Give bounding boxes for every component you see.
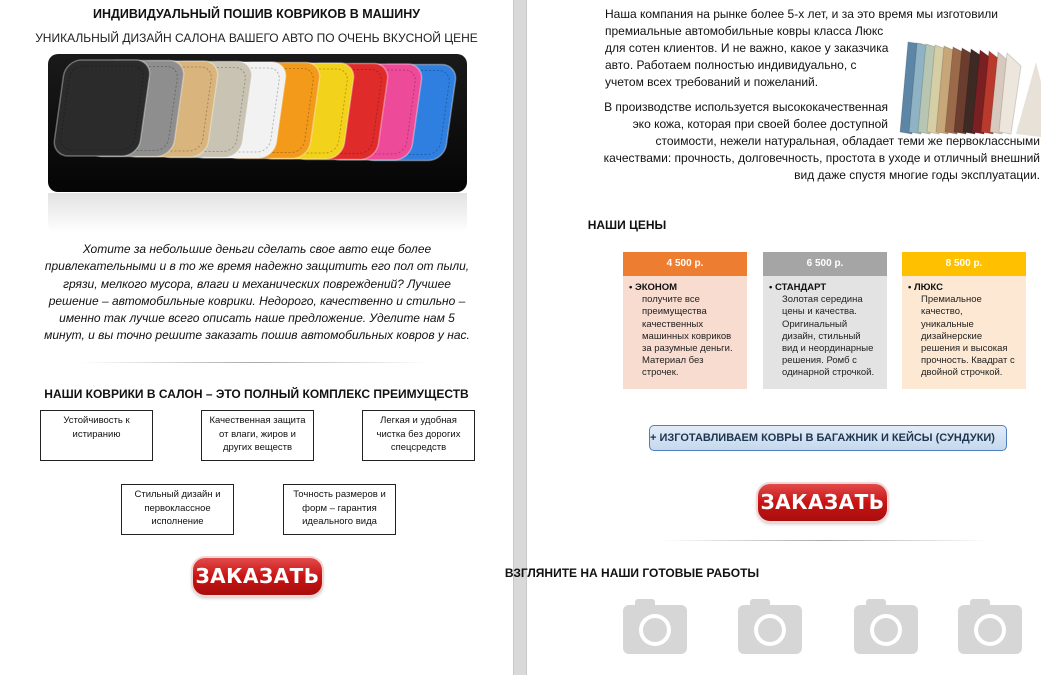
tariff-description: получите все преимущества качественных машинных ковриков за разумные деньги. Материал без строчек.: [642, 294, 733, 379]
material-line: стоимости, нежели натуральная, обладает теми же первоклассными: [655, 134, 1040, 148]
tariff-description: Премиальное качество, уникальные дизайнерские решения и высокая прочность. Квадрат с двойной строчкой.: [921, 294, 1015, 379]
intro-line: решение – автомобильные коврики. Недорого, качественно и стильно –: [48, 293, 466, 308]
intro-line: минут, и вы точно решите заказать пошив автомобильных ковров у нас.: [44, 328, 470, 343]
price-card-econom: [623, 252, 747, 389]
advantage-box: [40, 410, 153, 461]
intro-line: именно так лучше всего описать наше предложение. Уделите нам 5: [59, 311, 455, 326]
advantage-line: первоклассное: [144, 502, 211, 514]
advantage-box: [362, 410, 475, 461]
camera-icon[interactable]: [956, 596, 1024, 656]
material-line: эко кожа, которая при своей более доступной: [632, 117, 888, 131]
advantages-heading: НАШИ КОВРИКИ В САЛОН – ЭТО ПОЛНЫЙ КОМПЛЕКС ПРЕИМУЩЕСТВ: [44, 387, 469, 401]
advantage-line: от влаги, жиров и: [219, 428, 296, 440]
about-line: учетом всех требований и пожеланий.: [605, 75, 819, 89]
advantage-line: идеального вида: [302, 516, 377, 527]
tariff-name: • ЭКОНОМ: [629, 282, 678, 293]
divider: [660, 540, 990, 541]
material-line: В производстве используется высококачественная: [604, 100, 888, 114]
camera-icon[interactable]: [736, 596, 804, 656]
page-subtitle: УНИКАЛЬНЫЙ ДИЗАЙН САЛОНА ВАШЕГО АВТО ПО ОЧЕНЬ ВКУСНОЙ ЦЕНЕ: [35, 31, 478, 45]
price-body: [763, 276, 887, 389]
advantage-line: исполнение: [151, 516, 204, 527]
about-line: для сотен клиентов. И не важно, какое у заказчика: [605, 41, 889, 55]
prices-heading: НАШИ ЦЕНЫ: [587, 218, 667, 232]
advantage-line: Устойчивость к: [63, 415, 130, 426]
price-card-standard: [763, 252, 887, 389]
trunk-mats-banner[interactable]: + ИЗГОТАВЛИВАЕМ КОВРЫ В БАГАЖНИК И КЕЙСЫ (СУНДУКИ): [649, 425, 1007, 451]
advantage-line: чистка без дорогих: [376, 428, 461, 440]
material-line: качествами: прочность, долговечность, простота в уходе и отличный внешний: [603, 151, 1040, 165]
order-button[interactable]: ЗАКАЗАТЬ: [193, 558, 322, 595]
eco-leather-swatches-image: [896, 22, 1041, 137]
material-line: вид даже спустя многие годы эксплуатации.: [794, 168, 1040, 182]
order-button-right[interactable]: ЗАКАЗАТЬ: [758, 484, 887, 521]
camera-icon[interactable]: [852, 596, 920, 656]
price-card-lux: [902, 252, 1026, 389]
intro-paragraph: [40, 241, 474, 345]
advantage-box: [201, 410, 314, 461]
advantage-box: [121, 484, 234, 535]
price-value: 6 500 р.: [763, 252, 887, 276]
advantage-line: форм – гарантия: [302, 502, 377, 514]
car-mat: [52, 60, 151, 156]
price-body: [623, 276, 747, 389]
intro-line: Хотите за небольшие деньги сделать свое авто еще более: [82, 242, 432, 256]
price-value: 8 500 р.: [902, 252, 1026, 276]
advantage-line: Легкая и удобная: [380, 415, 457, 426]
page-title: ИНДИВИДУАЛЬНЫЙ ПОШИВ КОВРИКОВ В МАШИНУ: [92, 7, 421, 21]
tariff-name: • СТАНДАРТ: [769, 282, 827, 293]
advantage-line: Качественная защита: [209, 415, 306, 426]
advantage-box: [283, 484, 396, 535]
advantage-line: других веществ: [223, 442, 292, 453]
intro-line: привлекательными и в то же время надежно защитить его пол от пыли,: [44, 259, 470, 274]
price-value: 4 500 р.: [623, 252, 747, 276]
about-paragraph: [605, 6, 998, 91]
about-line: авто. Работаем полностью индивидуально, с: [605, 58, 857, 72]
works-heading: ВЗГЛЯНИТЕ НА НАШИ ГОТОВЫЕ РАБОТЫ: [504, 566, 760, 580]
car-mats-image: [48, 54, 467, 192]
advantage-line: Точность размеров и: [293, 489, 386, 500]
about-line: Наша компания на рынке более 5-х лет, и за это время мы изготовили: [605, 7, 998, 21]
camera-icon[interactable]: [621, 596, 689, 656]
tariff-name: • ЛЮКС: [908, 282, 943, 293]
divider: [80, 362, 430, 363]
tariff-description: Золотая середина цены и качества. Оригинальный дизайн, стильный вид и неординарные решения. Ромб с одинарной строчкой.: [782, 294, 875, 379]
advantage-line: спецсредств: [390, 442, 447, 453]
about-line: премиальные автомобильные ковры класса Люкс: [605, 24, 884, 38]
advantage-line: Стильный дизайн и: [134, 489, 221, 500]
advantage-line: истиранию: [72, 428, 121, 440]
price-body: [902, 276, 1026, 389]
intro-line: грязи, мелкого мусора, влаги и механических повреждений? Лучшее: [63, 276, 451, 291]
